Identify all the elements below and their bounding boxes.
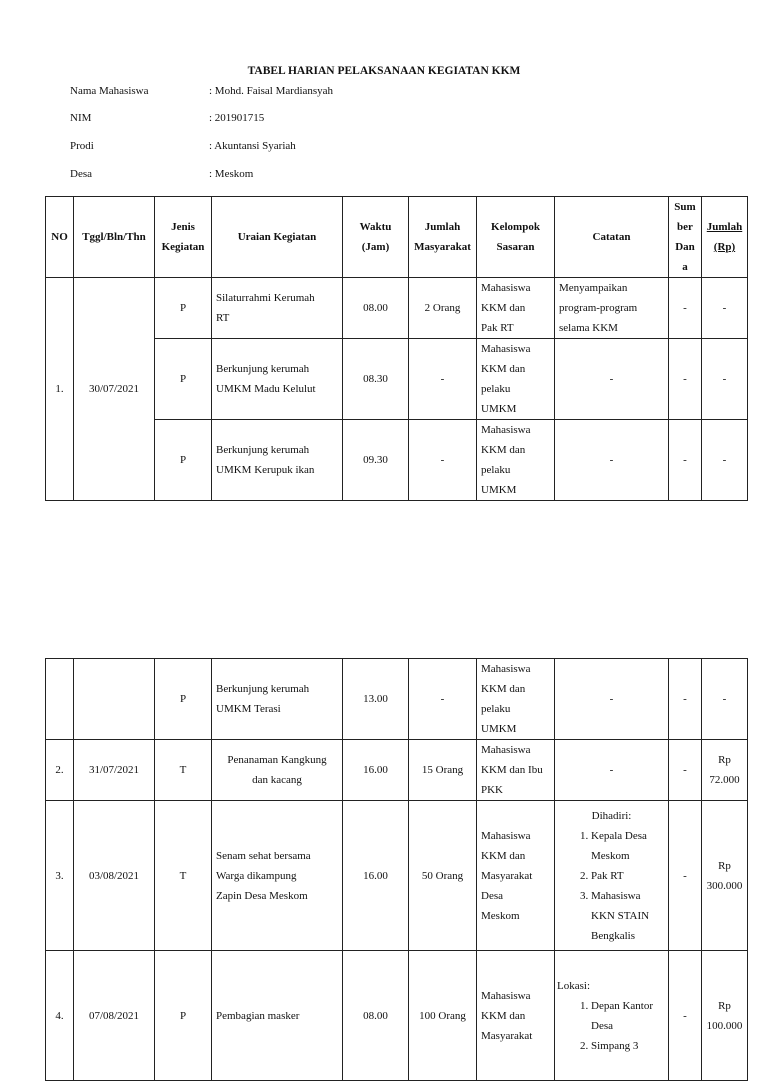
cell-sumber: -	[669, 420, 702, 501]
cell-no	[46, 659, 74, 740]
list-item: 1. Kepala Desa Meskom	[591, 826, 666, 866]
cell-rp: -	[702, 420, 748, 501]
cell-jenis: P	[155, 659, 212, 740]
info-value-desa: : Meskom	[209, 168, 254, 180]
cell-catatan: Menyampaikan program-program selama KKM	[555, 278, 669, 339]
table-row	[46, 659, 748, 740]
table-row	[46, 740, 748, 801]
header-jumlah-masyarakat: Jumlah Masyarakat	[409, 197, 477, 278]
cell-jumlah: 100 Orang	[409, 951, 477, 1081]
table-row	[46, 801, 748, 951]
cell-kelompok: Mahasiswa KKM dan Masyarakat	[477, 951, 555, 1081]
catatan-heading: Lokasi:	[557, 979, 590, 992]
cell-uraian: Berkunjung kerumah UMKM Terasi	[212, 659, 343, 740]
cell-sumber: -	[669, 951, 702, 1081]
table-row	[46, 951, 748, 1081]
info-value-nama: : Mohd. Faisal Mardiansyah	[209, 85, 334, 97]
cell-waktu: 16.00	[343, 740, 409, 801]
list-item: 2. Pak RT	[591, 866, 666, 886]
cell-catatan: -	[555, 740, 669, 801]
cell-rp: Rp 100.000	[702, 951, 748, 1081]
cell-waktu: 09.30	[343, 420, 409, 501]
cell-sumber: -	[669, 801, 702, 951]
header-jenis: Jenis Kegiatan	[155, 197, 212, 278]
catatan-list	[557, 826, 666, 946]
cell-kelompok: Mahasiswa KKM dan Masyarakat Desa Meskom	[477, 801, 555, 951]
cell-rp: -	[702, 659, 748, 740]
cell-catatan	[555, 951, 669, 1081]
cell-rp: -	[702, 278, 748, 339]
info-value-nim: : 201901715	[209, 112, 265, 124]
cell-uraian: Senam sehat bersama Warga dikampung Zapin Desa Meskom	[212, 801, 343, 951]
header-tggl: Tggl/Bln/Thn	[74, 197, 155, 278]
header-uraian: Uraian Kegiatan	[212, 197, 343, 278]
header-sumber-dana: Sum ber Dan a	[669, 197, 702, 278]
cell-catatan: -	[555, 339, 669, 420]
cell-jenis: P	[155, 339, 212, 420]
cell-jenis: T	[155, 801, 212, 951]
cell-waktu: 08.30	[343, 339, 409, 420]
cell-catatan	[555, 801, 669, 951]
info-label-prodi: Prodi	[70, 140, 94, 152]
table-header-row	[46, 197, 748, 278]
cell-uraian: Berkunjung kerumah UMKM Madu Kelulut	[212, 339, 343, 420]
cell-sumber: -	[669, 339, 702, 420]
list-item: 3. Mahasiswa KKN STAIN Bengkalis	[591, 886, 666, 946]
catatan-heading: Dihadiri:	[591, 809, 632, 822]
cell-uraian: Penanaman Kangkung dan kacang	[212, 740, 343, 801]
info-label-nama: Nama Mahasiswa	[70, 85, 149, 97]
cell-jenis: P	[155, 278, 212, 339]
cell-kelompok: Mahasiswa KKM dan Pak RT	[477, 278, 555, 339]
cell-sumber: -	[669, 278, 702, 339]
cell-jumlah: 2 Orang	[409, 278, 477, 339]
info-label-nim: NIM	[70, 112, 92, 124]
header-no: NO	[46, 197, 74, 278]
cell-date	[74, 659, 155, 740]
cell-waktu: 13.00	[343, 659, 409, 740]
cell-jenis: P	[155, 420, 212, 501]
list-item: 2. Simpang 3	[591, 1036, 666, 1056]
list-item: 1. Depan Kantor Desa	[591, 996, 666, 1036]
header-kelompok: Kelompok Sasaran	[477, 197, 555, 278]
cell-waktu: 08.00	[343, 278, 409, 339]
cell-jumlah: -	[409, 339, 477, 420]
cell-no: 1.	[46, 278, 74, 501]
cell-catatan: -	[555, 420, 669, 501]
info-value-prodi: : Akuntansi Syariah	[209, 140, 296, 152]
catatan-list	[557, 996, 666, 1056]
cell-jumlah: 15 Orang	[409, 740, 477, 801]
cell-date: 31/07/2021	[74, 740, 155, 801]
cell-date: 30/07/2021	[74, 278, 155, 501]
cell-sumber: -	[669, 659, 702, 740]
cell-jenis: T	[155, 740, 212, 801]
cell-kelompok: Mahasiswa KKM dan pelaku UMKM	[477, 659, 555, 740]
cell-no: 4.	[46, 951, 74, 1081]
cell-kelompok: Mahasiswa KKM dan pelaku UMKM	[477, 339, 555, 420]
header-jumlah-rp: Jumlah (Rp)	[702, 197, 748, 278]
cell-uraian: Silaturrahmi Kerumah RT	[212, 278, 343, 339]
cell-date: 07/08/2021	[74, 951, 155, 1081]
cell-jenis: P	[155, 951, 212, 1081]
activity-table-1	[45, 196, 748, 501]
cell-catatan: -	[555, 659, 669, 740]
cell-kelompok: Mahasiswa KKM dan pelaku UMKM	[477, 420, 555, 501]
info-label-desa: Desa	[70, 168, 92, 180]
activity-table-2	[45, 658, 748, 1081]
cell-jumlah: -	[409, 420, 477, 501]
cell-waktu: 16.00	[343, 801, 409, 951]
cell-jumlah: -	[409, 659, 477, 740]
cell-uraian: Pembagian masker	[212, 951, 343, 1081]
cell-rp: Rp 300.000	[702, 801, 748, 951]
page-title: TABEL HARIAN PELAKSANAAN KEGIATAN KKM	[247, 65, 521, 77]
cell-date: 03/08/2021	[74, 801, 155, 951]
cell-waktu: 08.00	[343, 951, 409, 1081]
cell-no: 2.	[46, 740, 74, 801]
cell-jumlah: 50 Orang	[409, 801, 477, 951]
cell-no: 3.	[46, 801, 74, 951]
cell-kelompok: Mahasiswa KKM dan Ibu PKK	[477, 740, 555, 801]
cell-rp: Rp 72.000	[702, 740, 748, 801]
table-row	[46, 278, 748, 339]
header-waktu: Waktu (Jam)	[343, 197, 409, 278]
cell-uraian: Berkunjung kerumah UMKM Kerupuk ikan	[212, 420, 343, 501]
cell-rp: -	[702, 339, 748, 420]
header-catatan: Catatan	[555, 197, 669, 278]
cell-sumber: -	[669, 740, 702, 801]
